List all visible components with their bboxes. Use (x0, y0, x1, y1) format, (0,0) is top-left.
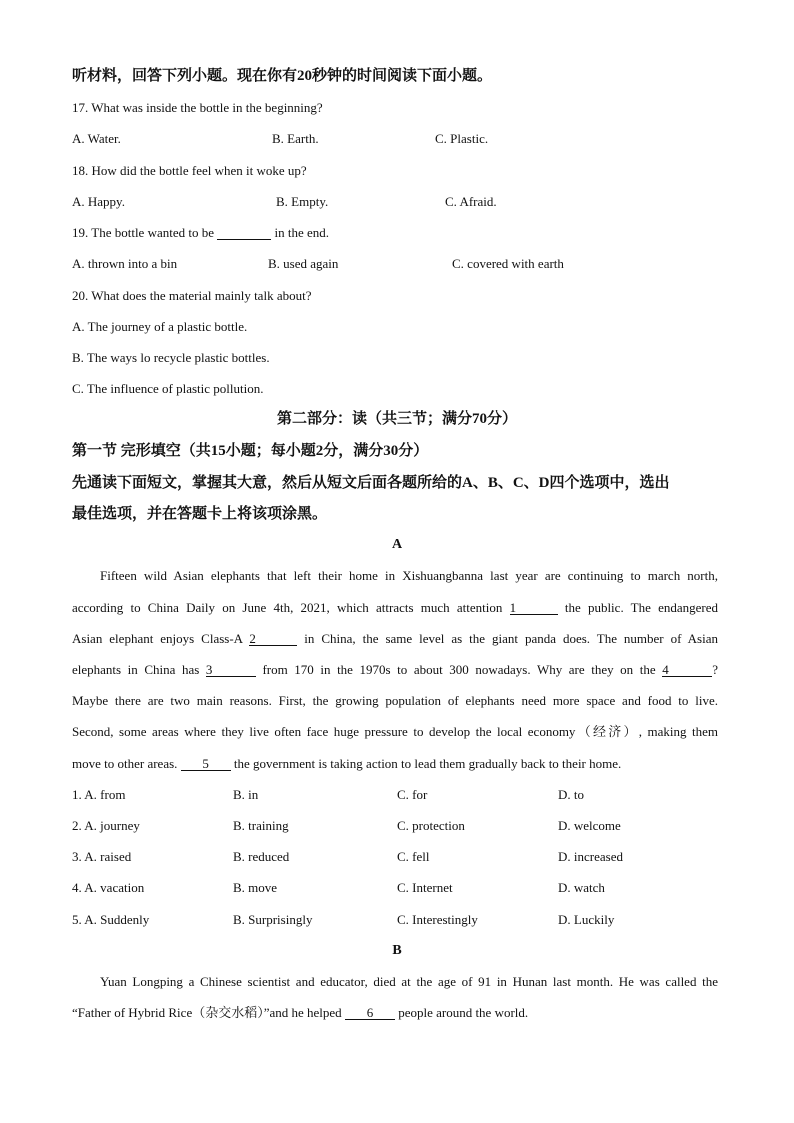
passage-a-text: the public. The endangered (564, 600, 719, 615)
cloze-blank-1: 1 (510, 601, 558, 615)
cloze-3-option-c: C. fell (397, 849, 430, 864)
passage-a-line-6: Second, some areas where they live often face huge pressure to develop the local economy（经济）, making them (72, 724, 718, 739)
q19-option-c: C. covered with earth (452, 256, 564, 271)
q20-option-a: A. The journey of a plastic bottle. (72, 319, 248, 334)
q17-option-b: B. Earth. (272, 131, 319, 146)
question-17: 17. What was inside the bottle in the beginning? (72, 100, 323, 115)
passage-a-text: Asian elephant enjoys Class-A (72, 631, 243, 646)
passage-a-line-5: Maybe there are two main reasons. First, the growing population of elephants need more space and food to live. (72, 693, 718, 708)
cloze-1-option-b: B. in (233, 787, 259, 802)
passage-a-label: A (391, 537, 403, 552)
q18-option-b: B. Empty. (276, 194, 329, 209)
cloze-2-option-a: 2. A. journey (72, 818, 140, 833)
cloze-1-option-a: 1. A. from (72, 787, 126, 802)
passage-a-line-2 (72, 600, 718, 616)
cloze-3-option-d: D. increased (558, 849, 623, 864)
cloze-5-option-c: C. Interestingly (397, 912, 478, 927)
passage-a-line-7 (72, 756, 621, 772)
passage-a-text: move to other areas. (72, 756, 178, 771)
part2-title: 第二部分：读（共三节；满分70分） (276, 411, 517, 427)
q18-option-a: A. Happy. (72, 194, 125, 209)
instructions-line-1: 先通读下面短文，掌握其大意，然后从短文后面各题所给的A、B、C、D四个选项中，选出 (72, 475, 670, 491)
passage-b-text: “Father of Hybrid Rice（杂交水稻）”and he helped (72, 1005, 342, 1020)
cloze-4-option-c: C. Internet (397, 880, 453, 895)
passage-b-text: people around the world. (398, 1005, 529, 1020)
cloze-blank-5: 5 (181, 757, 231, 771)
section1-title: 第一节 完形填空（共15小题；每小题2分，满分30分） (72, 443, 429, 459)
instructions-line-2: 最佳选项，并在答题卡上将该项涂黑。 (72, 506, 328, 522)
passage-b-line-2 (72, 1005, 528, 1021)
passage-a-text: from 170 in the 1970s to about 300 nowadays. Why are they on the (262, 662, 656, 677)
section-intro: 听材料，回答下列小题。现在你有20秒钟的时间阅读下面小题。 (72, 68, 493, 84)
cloze-3-option-a: 3. A. raised (72, 849, 132, 864)
question-18: 18. How did the bottle feel when it woke up? (72, 163, 307, 178)
q19-text-pre: 19. The bottle wanted to be (72, 225, 215, 240)
cloze-2-option-c: C. protection (397, 818, 465, 833)
q20-option-c: C. The influence of plastic pollution. (72, 381, 264, 396)
passage-a-text: elephants in China has (72, 662, 200, 677)
cloze-1-option-c: C. for (397, 787, 428, 802)
q19-blank (217, 226, 271, 240)
cloze-2-option-b: B. training (233, 818, 289, 833)
q18-option-c: C. Afraid. (445, 194, 497, 209)
cloze-2-option-d: D. welcome (558, 818, 621, 833)
passage-a-text: ? (712, 662, 719, 677)
cloze-5-option-d: D. Luckily (558, 912, 615, 927)
q19-option-b: B. used again (268, 256, 339, 271)
question-20: 20. What does the material mainly talk about? (72, 288, 312, 303)
cloze-blank-2: 2 (249, 632, 297, 646)
passage-b-label: B (392, 943, 402, 958)
q20-option-b: B. The ways lo recycle plastic bottles. (72, 350, 270, 365)
q17-option-c: C. Plastic. (435, 131, 489, 146)
passage-b-line-1: Yuan Longping a Chinese scientist and educator, died at the age of 91 in Hunan last month. He was called the (100, 974, 718, 989)
q19-text-post: in the end. (274, 225, 330, 240)
cloze-blank-3: 3 (206, 663, 256, 677)
passage-a-text: in China, the same level as the giant panda does. The number of Asian (304, 631, 719, 646)
cloze-4-option-a: 4. A. vacation (72, 880, 145, 895)
cloze-3-option-b: B. reduced (233, 849, 290, 864)
cloze-1-option-d: D. to (558, 787, 584, 802)
cloze-4-option-d: D. watch (558, 880, 605, 895)
passage-a-text: according to China Daily on June 4th, 2021, which attracts much attention (72, 600, 503, 615)
q17-option-a: A. Water. (72, 131, 121, 146)
passage-a-text: the government is taking action to lead them gradually back to their home. (233, 756, 622, 771)
cloze-5-option-b: B. Surprisingly (233, 912, 313, 927)
q19-option-a: A. thrown into a bin (72, 256, 178, 271)
passage-a-line-1: Fifteen wild Asian elephants that left their home in Xishuangbanna last year are continuing to march north, (100, 568, 718, 583)
passage-a-line-3 (72, 631, 718, 647)
cloze-blank-4: 4 (662, 663, 712, 677)
passage-a-line-4 (72, 662, 718, 678)
cloze-5-option-a: 5. A. Suddenly (72, 912, 150, 927)
cloze-4-option-b: B. move (233, 880, 278, 895)
cloze-blank-6: 6 (345, 1006, 395, 1020)
question-19 (72, 225, 329, 241)
